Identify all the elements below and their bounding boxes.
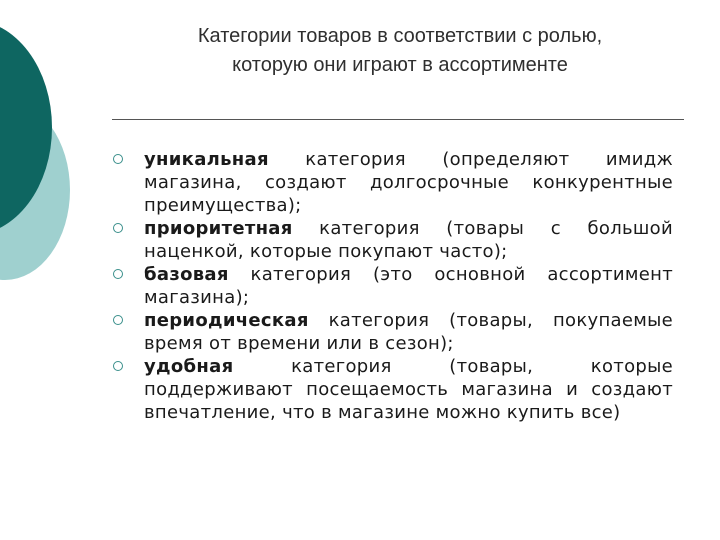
slide-title — [95, 22, 705, 80]
list-item-periodic — [113, 309, 673, 355]
slide-title-line-2: которую они играют в ассортименте — [232, 54, 568, 76]
item-text: категория (товары, которые поддерживают посещаемость магазина и создают впечатление, что в магазине можно купить все) — [144, 356, 673, 423]
item-term: базовая — [144, 264, 229, 285]
hollow-circle-bullet-icon — [113, 269, 123, 279]
item-text: категория (товары с большой наценкой, которые покупают часто); — [144, 218, 673, 262]
item-text: категория (товары, покупаемые время от времени или в сезон); — [144, 310, 673, 354]
item-term: удобная — [144, 356, 234, 377]
item-term: уникальная — [144, 149, 269, 170]
title-divider — [112, 119, 684, 120]
list-item-basic — [113, 263, 673, 309]
hollow-circle-bullet-icon — [113, 361, 123, 371]
hollow-circle-bullet-icon — [113, 315, 123, 325]
hollow-circle-bullet-icon — [113, 223, 123, 233]
item-term: периодическая — [144, 310, 309, 331]
list-item-unique — [113, 148, 673, 217]
category-list — [113, 148, 673, 424]
list-item-priority — [113, 217, 673, 263]
slide-title-line-1: Категории товаров в соответствии с ролью, — [197, 25, 603, 47]
item-text: категория (определяют имидж магазина, создают долгосрочные конкурентные преимущества); — [144, 149, 673, 216]
list-item-convenience — [113, 355, 673, 424]
hollow-circle-bullet-icon — [113, 154, 123, 164]
item-term: приоритетная — [144, 218, 293, 239]
item-text: категория (это основной ассортимент магазина); — [144, 264, 673, 308]
